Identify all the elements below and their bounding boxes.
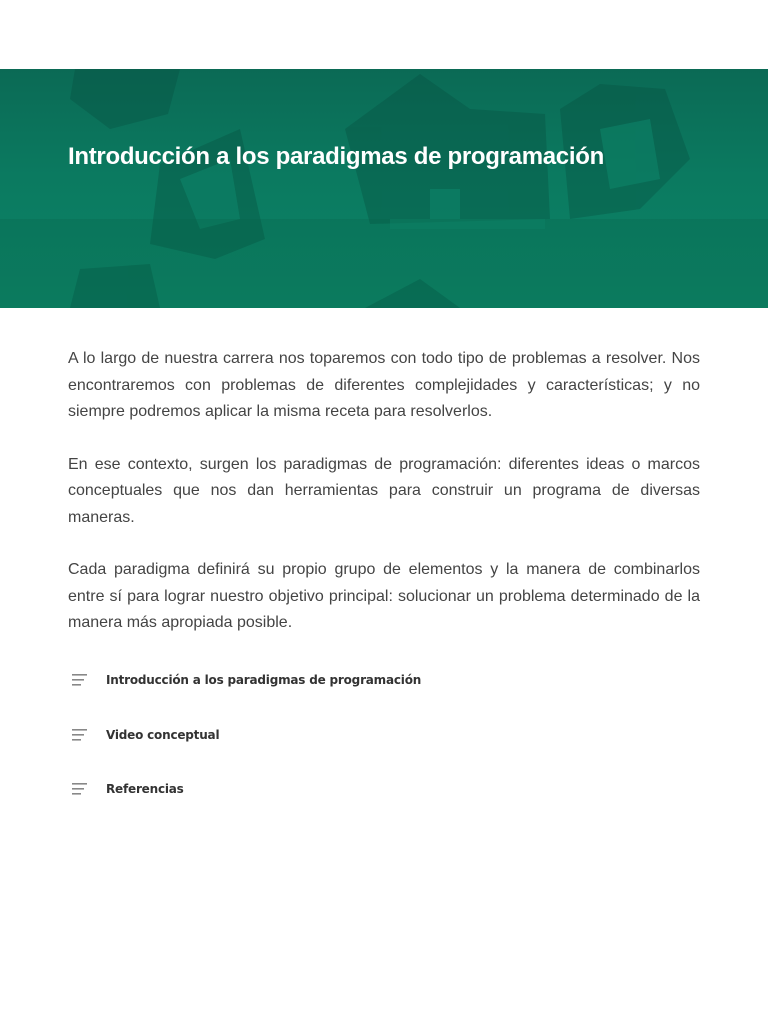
text-lines-icon	[72, 782, 90, 796]
paragraph: A lo largo de nuestra carrera nos toparemos con todo tipo de problemas a resolver. Nos encontraremos con problemas de diferentes complejidades y características; y no siempre podremos aplicar la misma receta para resolverlos.	[68, 350, 700, 420]
lesson-link-label: Introducción a los paradigmas de programación	[106, 673, 422, 687]
paragraph: En ese contexto, surgen los paradigmas de programación: diferentes ideas o marcos conceptuales que nos dan herramientas para construir un programa de diversas maneras.	[68, 455, 700, 526]
paragraph: Cada paradigma definirá su propio grupo de elementos y la manera de combinarlos entre sí para lograr nuestro objetivo principal: solucionar un problema determinado de la manera más apropiada posible.	[68, 561, 700, 631]
text-lines-icon	[72, 673, 90, 687]
banner-decoration	[0, 69, 768, 308]
header-banner	[0, 69, 768, 308]
lesson-link-label: Video conceptual	[106, 727, 220, 742]
lesson-index	[72, 666, 672, 830]
lesson-link-introduccion[interactable]	[72, 666, 672, 694]
lesson-link-video[interactable]	[72, 721, 672, 749]
lesson-link-label: Referencias	[106, 782, 184, 796]
lesson-link-referencias[interactable]	[72, 775, 672, 803]
intro-text	[68, 346, 700, 663]
page-title: Introducción a los paradigmas de programación	[68, 143, 604, 170]
text-lines-icon	[72, 728, 90, 742]
